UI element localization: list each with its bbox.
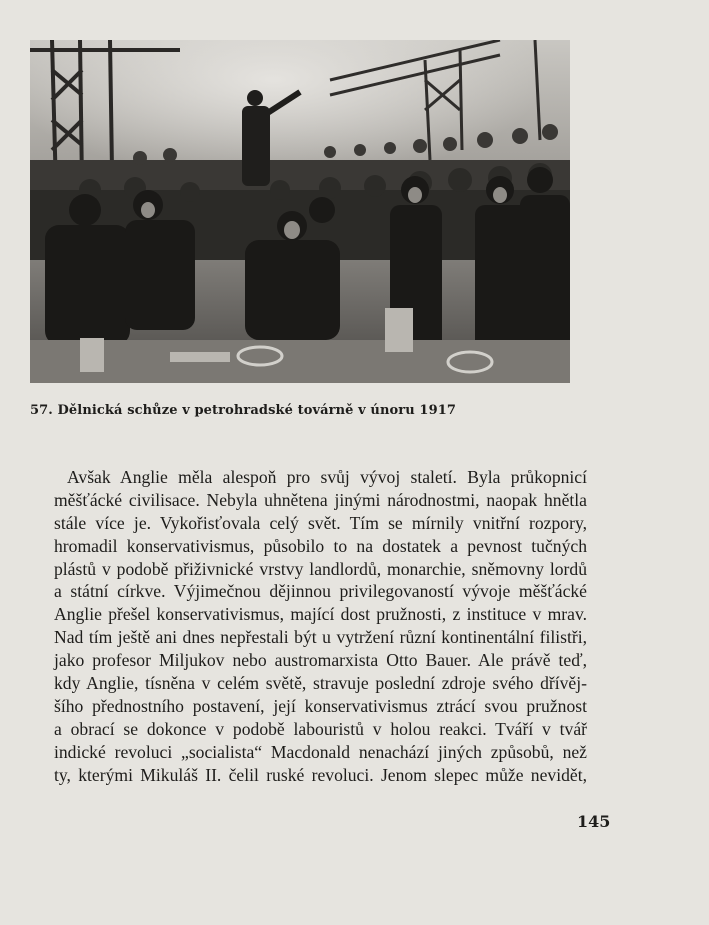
photo-illustration <box>30 40 570 383</box>
text-line: Avšak Anglie měla alespoň pro svůj vývoj staletí. Byla průkopnicí <box>67 467 587 487</box>
page-number: 145 <box>577 812 611 831</box>
text-line: měšťácké civilisace. Nebyla uhnětena jinými národnostmi, naopak hnětla <box>54 489 587 510</box>
text-line: šího přednostního postavení, její konservativismus ztrácí svou pružnost <box>54 695 587 716</box>
text-line: kdy Anglie, tísněna v celém světě, stravuje poslední zdroje svého dřívěj- <box>54 673 587 694</box>
text-line: Nad tím ještě ani dnes nepřestali být u vytržení různí kontinentální filistři, <box>54 627 587 648</box>
factory-meeting-photo <box>30 40 570 383</box>
text-line: a obrací se dokonce v podobě labouristů v holou reakci. Tváří v tvář <box>54 718 587 739</box>
text-line: stále více je. Vykořisťovala celý svět. Tím se mírnily vnitřní rozpory, <box>54 512 587 533</box>
text-line: Anglie přešel konservativismus, mající dost pružnosti, z instituce v mrav. <box>54 604 587 625</box>
text-line: plástů v podobě přiživnické vrstvy landlordů, monarchie, sněmovny lordů <box>54 558 587 579</box>
text-line: hromadil konservativismus, působilo to na dostatek a pevnost tučných <box>54 535 587 556</box>
text-line: a státní církve. Výjimečnou dějinnou privilegovaností vývoje měšťácké <box>54 581 587 602</box>
body-text <box>54 466 587 786</box>
text-line: ty, kterými Mikuláš II. čelil ruské revoluci. Jenom slepec může nevidět, <box>54 764 587 785</box>
text-line: jako profesor Miljukov nebo austromarxista Otto Bauer. Ale právě teď, <box>54 650 587 671</box>
figure-caption: 57. Dělnická schůze v petrohradské továrně v únoru 1917 <box>30 403 457 418</box>
text-line: indické revoluci „socialista“ Macdonald nenachází jiných způsobů, než <box>54 741 587 762</box>
